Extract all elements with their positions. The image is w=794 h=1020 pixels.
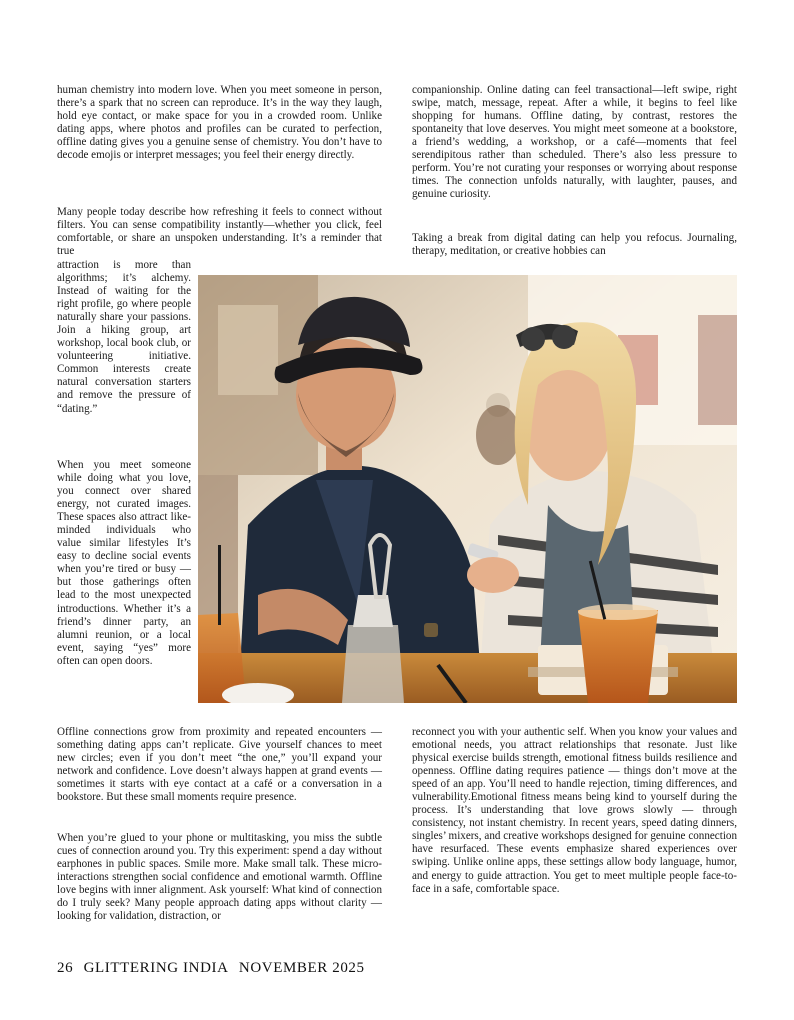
left-column-paragraph-3-wrap: When you meet someone while doing what you love, you connect over shared energy, not curated images. These spaces also attract like-minded individuals who value similar lifestyles It’s easy to decline social events when you’re tired or busy — but those gatherings often lead to the most unexpected introductions. Whether it’s a friend’s dinner party, an alumni reunion, or a local event, saying “yes” more often can open doors. (57, 459, 191, 667)
right-column-paragraph-3: reconnect you with your authentic self. When you know your values and emotional needs, you attract relationships that resonate. Just like physical exercise builds strength, emotional fitness builds resilience and openness. Offline dating requires patience — things don’t move at the speed of an app. You’ll need to handle rejection, timing differences, and vulnerability.Emotional fitness means being kind to yourself during the process. It’s understanding that love grows slowly — through consistency, not instant chemistry. In recent years, speed dating dinners, singles’ mixers, and creative workshops designed for genuine connection have resurfaced. These events emphasize shared experiences over swiping. Unlike online apps, these settings allow body language, humor, and energy to guide attraction. You get to meet multiple people face-to-face in a safe, comfortable space. (412, 726, 737, 895)
left-column-paragraph-1: human chemistry into modern love. When you meet someone in person, there’s a spark that no screen can reproduce. It’s in the way they laugh, hold eye contact, or make space for you in a crowded room. Unlike dating apps, where photos and profiles can be curated to perfection, offline dating gives you a genuine sense of chemistry. You don’t have to decode emojis or interpret messages; you feel their energy directly. (57, 84, 382, 162)
left-column-paragraph-3-full: Offline connections grow from proximity and repeated encounters — something dating apps can’t replicate. Give yourself chances to meet new circles; even if you don’t meet “the one,” you’ll expand your network and confidence. Love doesn’t always happen at grand events — sometimes it starts with eye contact at a café or a conversation in a bookstore. But these small moments require presence. (57, 726, 382, 804)
couple-cafe-photo (198, 275, 737, 703)
magazine-name: GLITTERING INDIA (83, 960, 229, 976)
page-footer (57, 960, 371, 977)
left-column-paragraph-4: When you’re glued to your phone or multitasking, you miss the subtle cues of connection around you. Try this experiment: spend a day without earphones in public spaces. Smile more. Make small talk. These micro-interactions strengthen social confidence and emotional warmth. Offline love begins with inner alignment. Ask yourself: What kind of connection do I truly seek? Many people approach dating apps without clarity — looking for validation, distraction, or (57, 832, 382, 923)
right-column-paragraph-2: Taking a break from digital dating can help you refocus. Journaling, therapy, meditation, or creative hobbies can (412, 232, 737, 258)
issue-date: NOVEMBER 2025 (238, 960, 365, 976)
page-number: 26 (57, 960, 74, 976)
right-column-paragraph-1: companionship. Online dating can feel transactional—left swipe, right swipe, match, message, repeat. After a while, it begins to feel like shopping for humans. Offline dating, by contrast, restores the spontaneity that love deserves. You might meet someone at a bookstore, a friend’s wedding, a workshop, or a café—moments that feel serendipitous rather than scheduled. There’s also less pressure to perform. You’re not curating your responses or worrying about response times. The connection unfolds naturally, with laughter, pauses, and genuine curiosity. (412, 84, 737, 201)
left-column-paragraph-2-full: Many people today describe how refreshing it feels to connect without filters. You can sense compatibility instantly—whether you click, feel comfortable, or share an unspoken understanding. It’s a reminder that true (57, 206, 382, 258)
left-column-paragraph-2-wrap: attraction is more than algorithms; it’s alchemy. Instead of waiting for the right profile, go where people naturally share your passions. Join a hiking group, art workshop, local book club, or volunteering initiative. Common interests create natural conversation starters and remove the pressure of “dating.” (57, 259, 191, 415)
